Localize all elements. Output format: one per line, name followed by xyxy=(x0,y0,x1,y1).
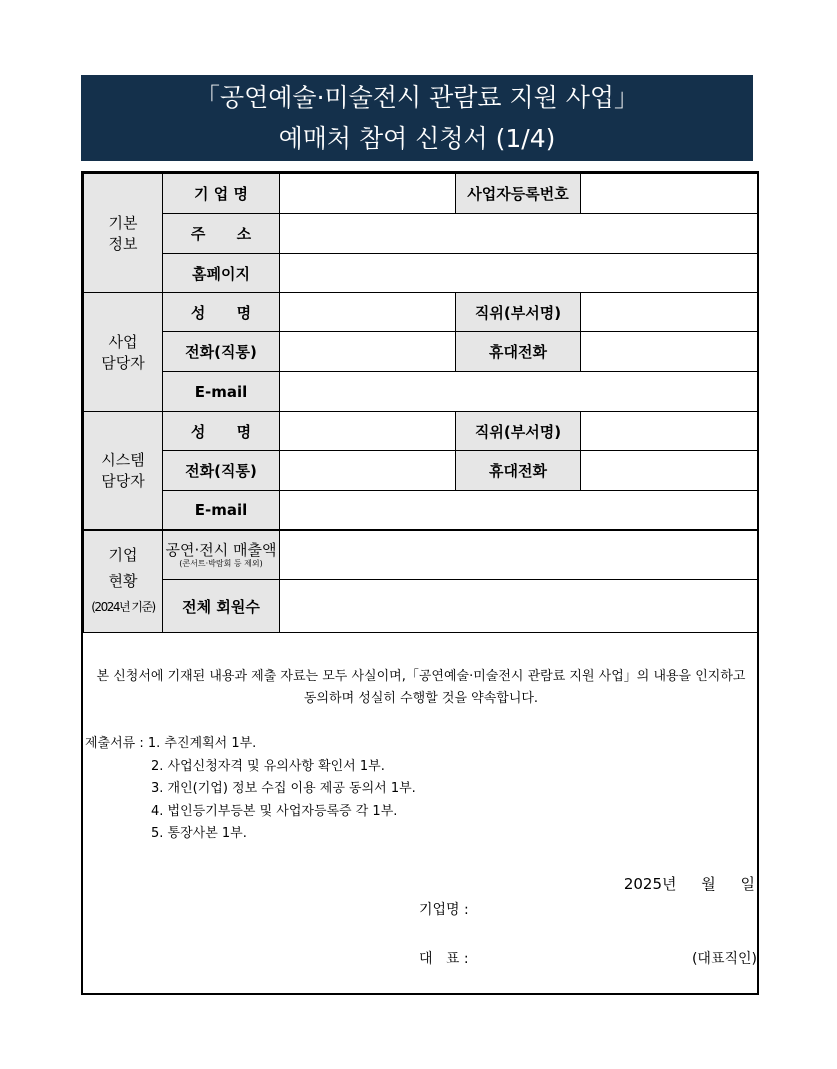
application-form xyxy=(81,171,759,995)
biz-reg-no-field[interactable] xyxy=(581,174,758,214)
biz-position-field[interactable] xyxy=(581,293,758,332)
doc-item: 1. 추진계획서 1부. xyxy=(147,736,257,751)
docs-label: 제출서류 : xyxy=(85,736,144,751)
sign-company-label: 기업명 : xyxy=(419,902,469,918)
homepage-field[interactable] xyxy=(280,254,758,293)
sign-date: 2025년 월 일 xyxy=(623,875,755,893)
label-biz-position: 직위(부서명) xyxy=(456,293,581,332)
sign-representative-label: 대 표 : xyxy=(419,951,469,967)
label-sys-phone: 전화(직통) xyxy=(163,451,280,491)
label-sys-position: 직위(부서명) xyxy=(456,412,581,451)
company-name-field[interactable] xyxy=(280,174,456,214)
sys-position-field[interactable] xyxy=(581,412,758,451)
label-biz-email: E-mail xyxy=(163,372,280,412)
biz-name-field[interactable] xyxy=(280,293,456,332)
title-band xyxy=(81,75,753,161)
pledge-text: 본 신청서에 기재된 내용과 제출 자료는 모두 사실이며,「공연예술·미술전시 관람료 지원 사업」의 내용을 인지하고 동의하며 성실히 수행할 것을 약속합니다. xyxy=(96,669,746,706)
label-sales: 공연·전시 매출액 xyxy=(165,540,277,559)
label-biz-name: 성 명 xyxy=(163,293,280,332)
members-field[interactable] xyxy=(280,580,758,633)
sys-name-field[interactable] xyxy=(280,412,456,451)
biz-email-field[interactable] xyxy=(280,372,758,412)
label-homepage: 홈페이지 xyxy=(163,254,280,293)
doc-item: 2. 사업신청자격 및 유의사항 확인서 1부. xyxy=(151,758,385,774)
section-basic: 기본 정보 xyxy=(84,174,163,293)
status-sub: 현황 xyxy=(108,572,138,591)
form-table xyxy=(83,173,758,633)
doc-item: 5. 통장사본 1부. xyxy=(151,826,247,841)
label-members: 전체 회원수 xyxy=(163,580,280,633)
label-biz-phone: 전화(직통) xyxy=(163,332,280,372)
label-sys-email: E-mail xyxy=(163,491,280,530)
label-sales-note: (콘서트·박람회 등 제외) xyxy=(179,558,263,568)
status-note: (2024년 기준) xyxy=(91,600,155,615)
doc-item: 3. 개인(기업) 정보 수집 이용 제공 동의서 1부. xyxy=(151,781,416,796)
section-business: 사업 담당자 xyxy=(84,293,163,412)
sys-mobile-field[interactable] xyxy=(581,451,758,491)
section-system: 시스템 담당자 xyxy=(84,412,163,530)
label-sales-cell xyxy=(163,530,280,580)
sys-email-field[interactable] xyxy=(280,491,758,530)
label-address: 주 소 xyxy=(163,214,280,254)
biz-phone-field[interactable] xyxy=(280,332,456,372)
form-title: 「공연예술·미술전시 관람료 지원 사업」 xyxy=(194,83,640,112)
label-biz-mobile: 휴대전화 xyxy=(456,332,581,372)
required-documents xyxy=(85,733,416,846)
section-status xyxy=(84,530,163,633)
biz-mobile-field[interactable] xyxy=(581,332,758,372)
doc-item: 4. 법인등기부등본 및 사업자등록증 각 1부. xyxy=(151,803,398,819)
representative-seal: (대표직인) xyxy=(691,951,757,967)
form-subtitle: 예매처 참여 신청서 (1/4) xyxy=(278,124,556,153)
status-title: 기업 xyxy=(108,546,138,565)
sys-phone-field[interactable] xyxy=(280,451,456,491)
label-biz-reg-no: 사업자등록번호 xyxy=(456,174,581,214)
label-sys-name: 성 명 xyxy=(163,412,280,451)
sales-field[interactable] xyxy=(280,530,758,580)
address-field[interactable] xyxy=(280,214,758,254)
label-company-name: 기 업 명 xyxy=(163,174,280,214)
label-sys-mobile: 휴대전화 xyxy=(456,451,581,491)
